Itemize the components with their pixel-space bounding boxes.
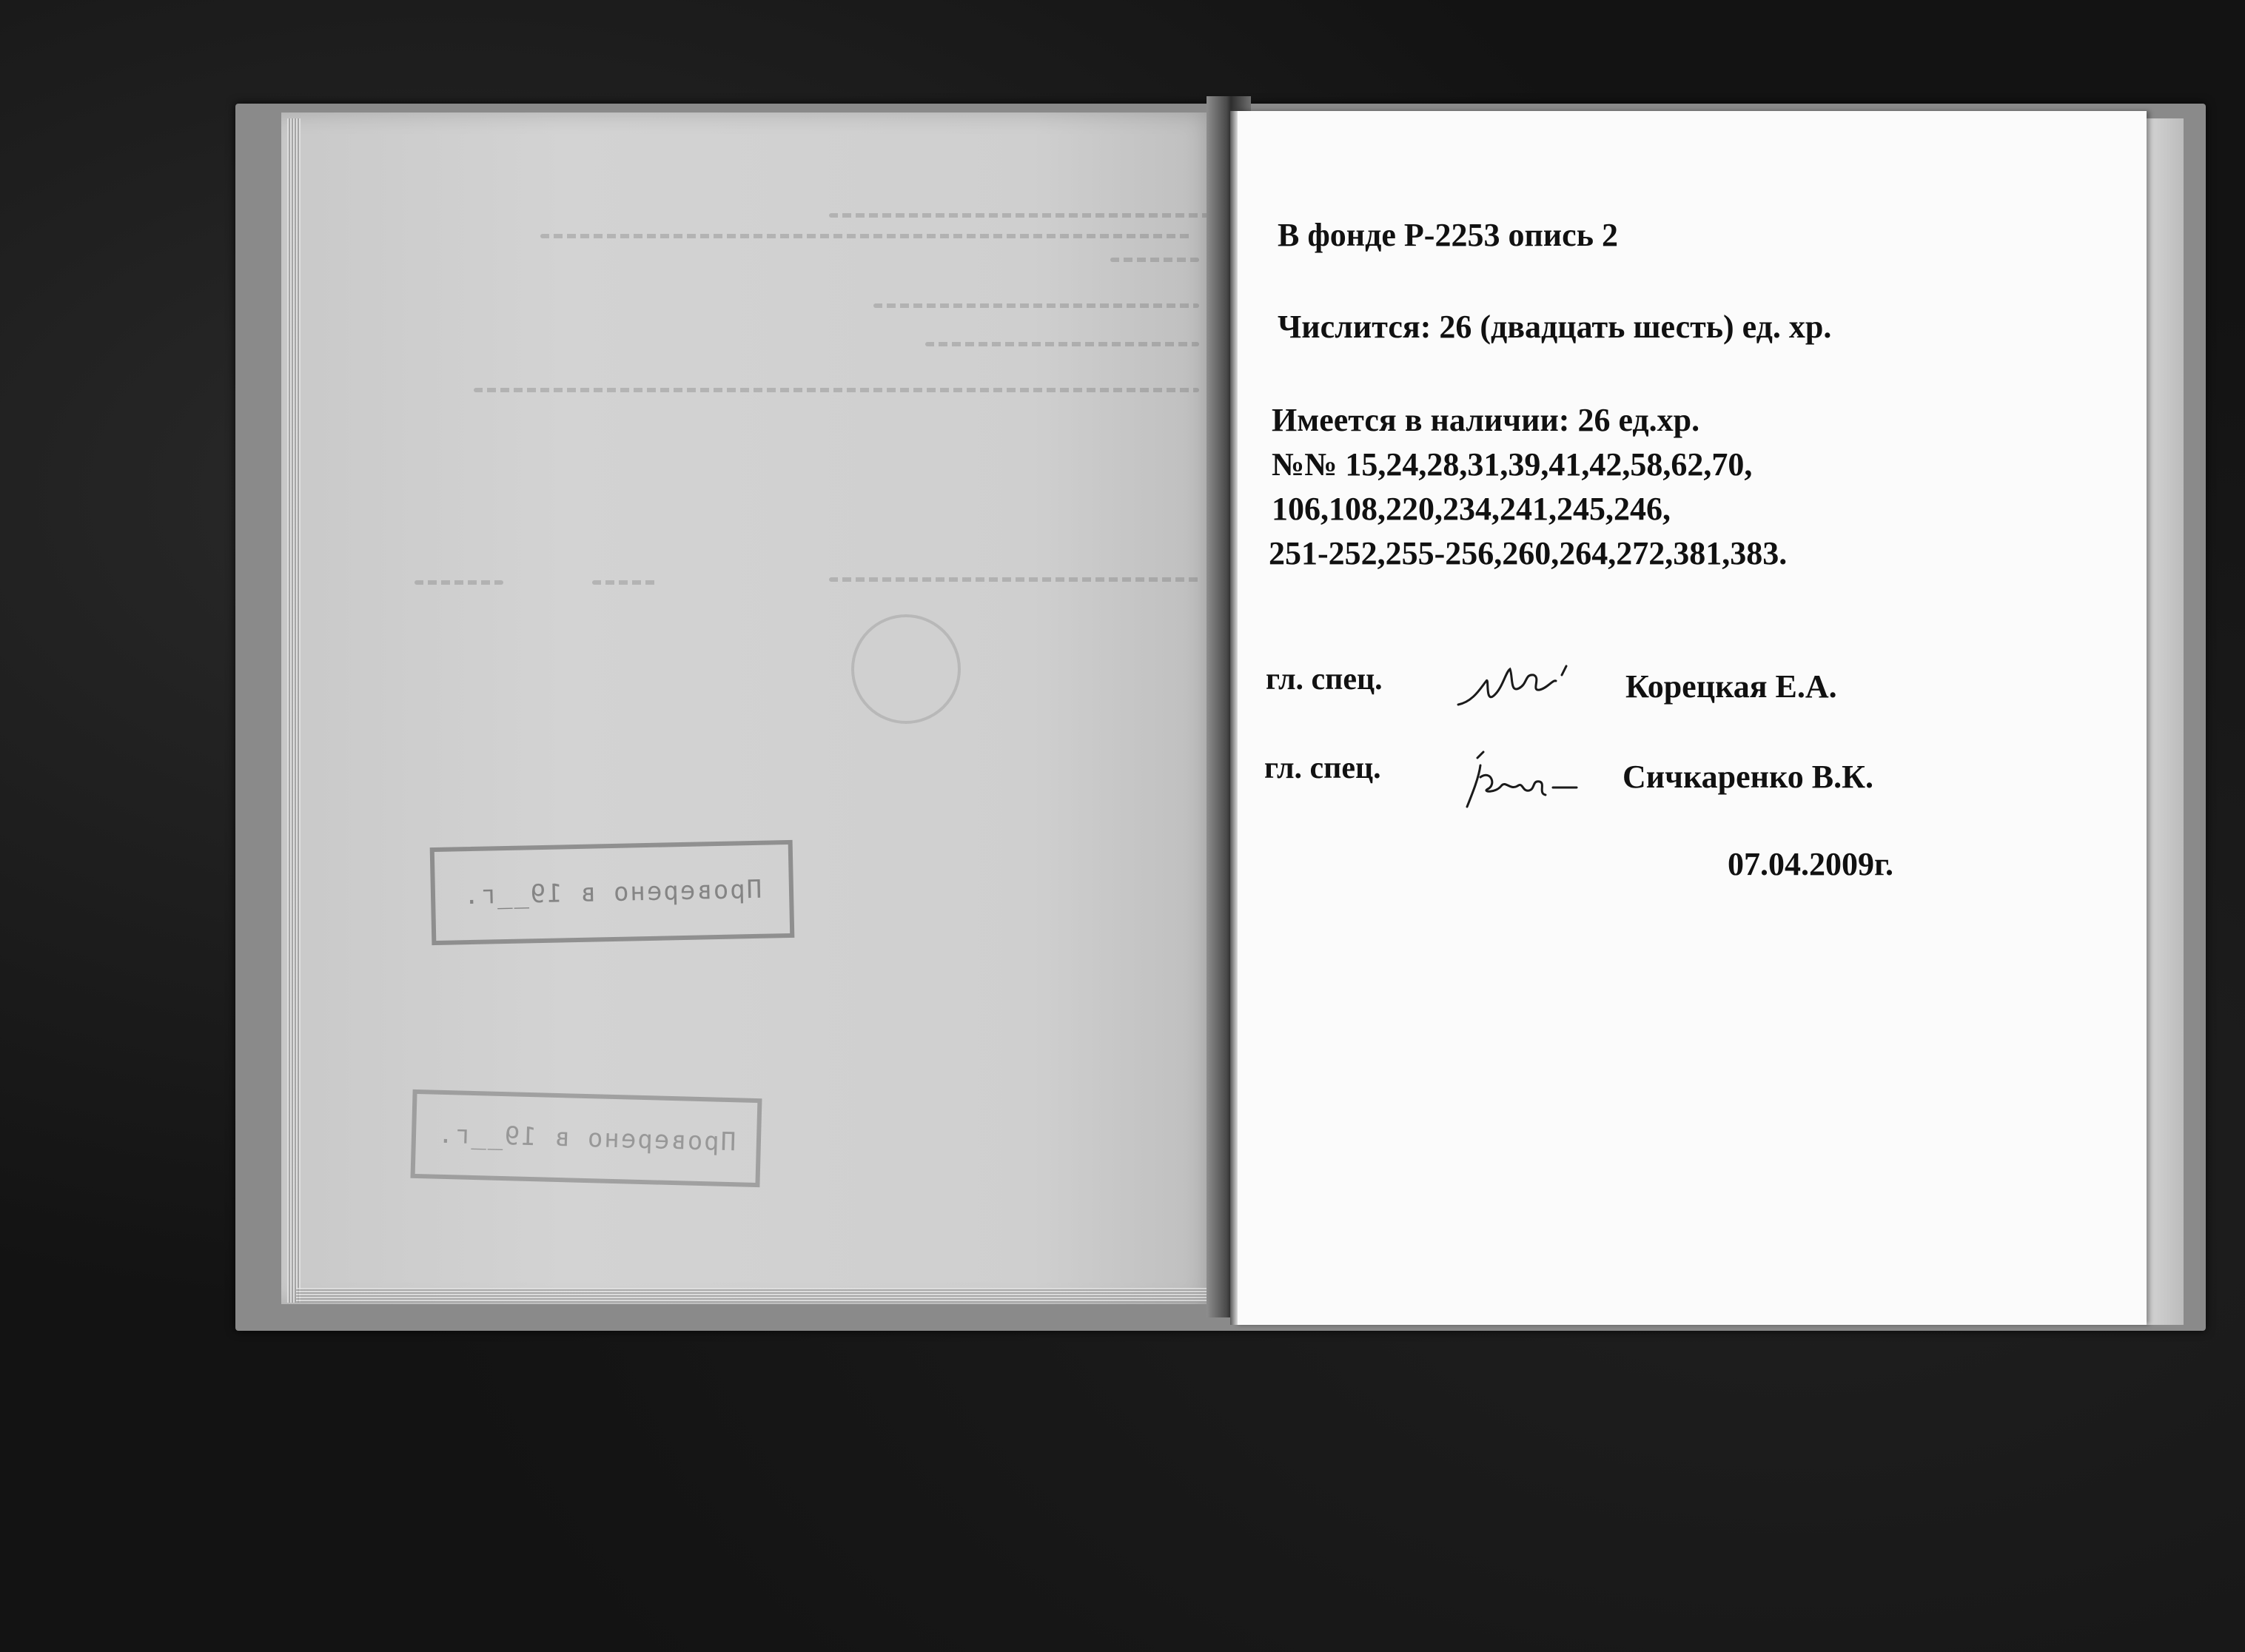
- bleed-through-line: [540, 234, 1192, 238]
- mirrored-stamp: Проверено в 19__г.: [430, 840, 795, 945]
- left-page-stack-edge: [287, 118, 301, 1303]
- bleed-through-line: [1110, 258, 1199, 262]
- signatory-role: гл. спец.: [1266, 662, 1383, 696]
- bleed-through-line: [474, 388, 1199, 392]
- right-page-inner-edge: [1230, 111, 1238, 1325]
- bleed-through-seal: [851, 614, 961, 724]
- bleed-through-line: [925, 342, 1199, 346]
- signature-icon: [1451, 659, 1584, 718]
- signatory-name: Корецкая Е.А.: [1625, 668, 1837, 705]
- right-page: [1235, 111, 2147, 1325]
- bleed-through-line: [829, 213, 1214, 218]
- left-page-bottom-edge: [296, 1288, 1221, 1303]
- bleed-through-line: [873, 303, 1199, 308]
- present-line: Имеется в наличии: 26 ед.хр.: [1272, 402, 1700, 438]
- mirrored-stamp: Проверено в 19__г.: [411, 1089, 762, 1187]
- bleed-through-line: [415, 580, 503, 585]
- signature-icon: [1458, 748, 1584, 814]
- numbers-line: 251-252,255-256,260,264,272,381,383.: [1269, 535, 1788, 571]
- count-line: Числится: 26 (двадцать шесть) ед. хр.: [1278, 309, 1832, 345]
- fond-line: В фонде Р-2253 опись 2: [1278, 217, 1618, 253]
- bleed-through-line: [592, 580, 659, 585]
- signatory-name: Сичкаренко В.К.: [1622, 759, 1874, 795]
- bleed-through-line: [829, 577, 1199, 582]
- document-date: 07.04.2009г.: [1728, 846, 1894, 882]
- numbers-line: №№ 15,24,28,31,39,41,42,58,62,70,: [1272, 446, 1753, 483]
- signatory-role: гл. спец.: [1264, 751, 1381, 785]
- numbers-line: 106,108,220,234,241,245,246,: [1272, 491, 1671, 527]
